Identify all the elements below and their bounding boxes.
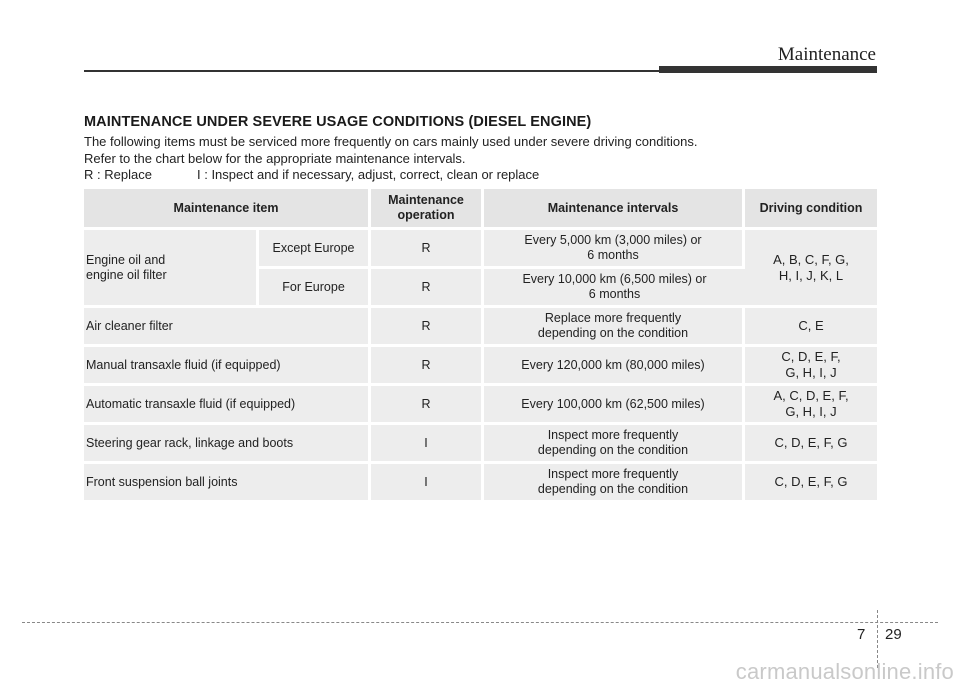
legend-inspect: I : Inspect and if necessary, adjust, correct, clean or replace [197,167,540,182]
table-row [84,308,877,347]
legend-replace: R : Replace [84,167,152,182]
cell-operation: I [371,464,484,503]
footer-rule [22,622,938,623]
cell-operation: R [371,386,484,425]
cell-condition: C, E [745,308,877,347]
header-maintenance-item: Maintenance item [84,189,371,230]
table-row [84,425,877,464]
cell-region: For Europe [259,269,371,308]
cell-item-engine-oil: Engine oil and engine oil filter [84,230,259,308]
cell-operation: R [371,308,484,347]
section-title: MAINTENANCE UNDER SEVERE USAGE CONDITIONS (DIESEL ENGINE) [84,114,592,130]
cell-interval: Every 10,000 km (6,500 miles) or 6 months [484,269,745,308]
cell-interval: Replace more frequently depending on the condition [484,308,745,347]
cell-interval: Inspect more frequently depending on the condition [484,464,745,503]
page-header-title: Maintenance [777,44,876,65]
cell-operation: R [371,269,484,308]
cell-item: Automatic transaxle fluid (if equipped) [84,386,371,425]
chapter-number: 7 [857,626,866,643]
cell-interval: Inspect more frequently depending on the condition [484,425,745,464]
header-maintenance-intervals: Maintenance intervals [484,189,745,230]
table-row [84,347,877,386]
table-row [84,464,877,503]
cell-operation: R [371,347,484,386]
legend [84,167,540,182]
header-maintenance-operation: Maintenance operation [371,189,484,230]
intro-text-1: The following items must be serviced more frequently on cars mainly used under severe driving conditions. [84,134,698,149]
page-number: 29 [885,626,902,643]
table-row [84,230,877,269]
table-header-row [84,189,877,230]
cell-condition: A, B, C, F, G, H, I, J, K, L [745,230,877,308]
table-row [84,386,877,425]
maintenance-table [84,189,877,503]
cell-operation: R [371,230,484,269]
cell-region: Except Europe [259,230,371,269]
cell-interval: Every 5,000 km (3,000 miles) or 6 months [484,230,745,269]
header-rule-thick [659,66,877,73]
watermark: carmanualsonline.info [735,659,954,684]
cell-item: Steering gear rack, linkage and boots [84,425,371,464]
cell-operation: I [371,425,484,464]
cell-condition: A, C, D, E, F, G, H, I, J [745,386,877,425]
header-rule-thin [84,70,659,72]
cell-item: Air cleaner filter [84,308,371,347]
intro-text-2: Refer to the chart below for the appropriate maintenance intervals. [84,151,466,166]
cell-item: Front suspension ball joints [84,464,371,503]
cell-interval: Every 100,000 km (62,500 miles) [484,386,745,425]
cell-condition: C, D, E, F, G [745,425,877,464]
cell-item: Manual transaxle fluid (if equipped) [84,347,371,386]
cell-condition: C, D, E, F, G [745,464,877,503]
header-driving-condition: Driving condition [745,189,877,230]
cell-interval: Every 120,000 km (80,000 miles) [484,347,745,386]
cell-condition: C, D, E, F, G, H, I, J [745,347,877,386]
